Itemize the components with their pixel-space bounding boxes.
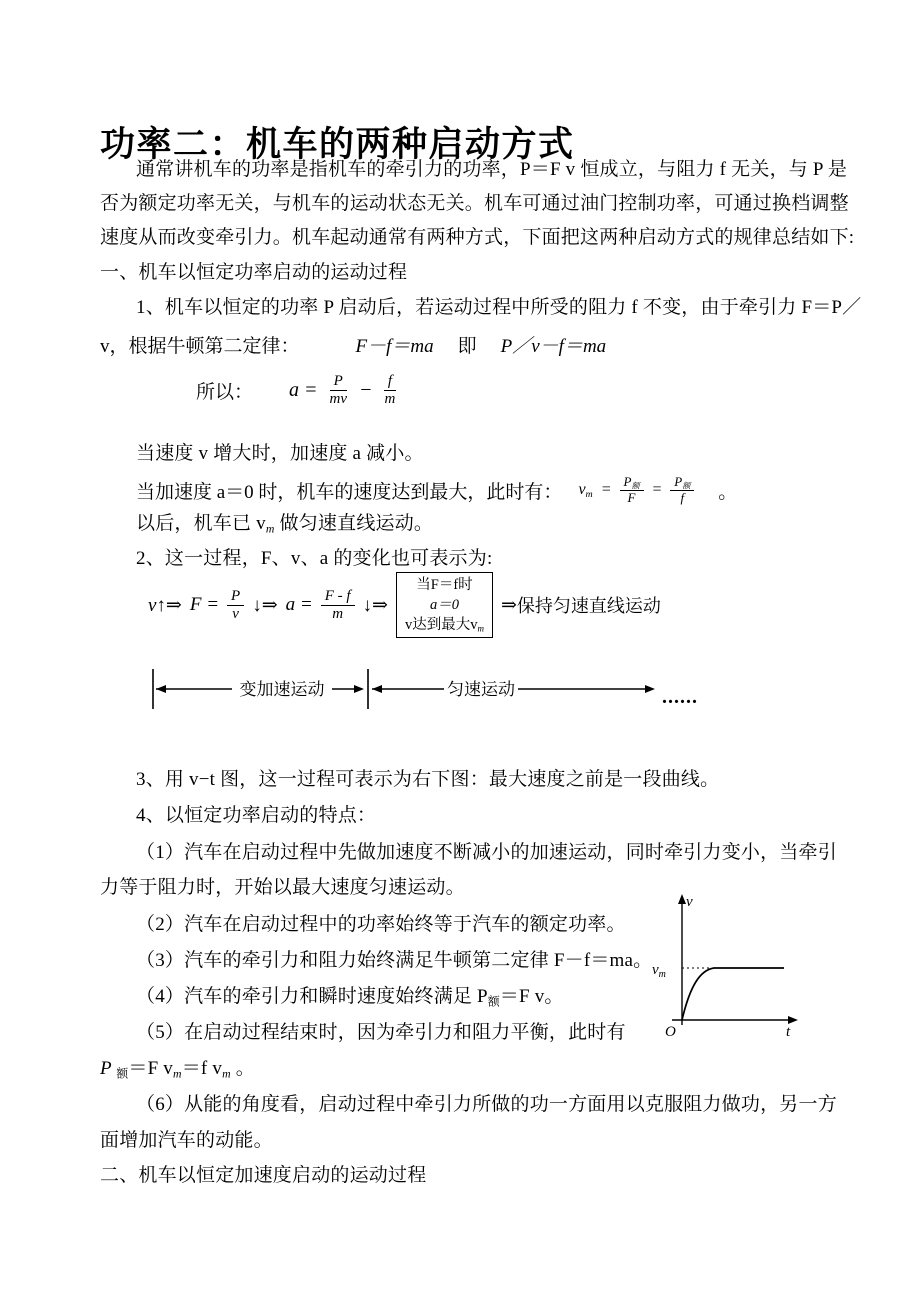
flow-v-up: v↑⇒	[148, 594, 182, 616]
fraction-denominator: mv	[329, 390, 348, 407]
fraction-numerator: F - f	[321, 588, 355, 606]
condition-line-2: a＝0	[429, 596, 459, 613]
fraction-numerator: P	[330, 373, 347, 391]
x-axis-label-t: t	[786, 1024, 791, 1040]
equals-sign: =	[651, 481, 663, 498]
feature-5-equation: P $_额$＝F $v_m=f$ $v_m$ 。	[100, 1058, 255, 1081]
vm-prefix-text: 当加速度 a＝0 时，机车的速度达到最大，此时有：	[136, 481, 563, 503]
flow-arrow-2: ↓⇒	[362, 594, 388, 616]
item-1-line-1: 1、机车以恒定的功率 P 启动后，若运动过程中所受的阻力 f 不变，由于牵引力 F＝P／	[136, 297, 862, 318]
flow-a-lhs: a =	[285, 594, 313, 615]
feature-3: （3）汽车的牵引力和阻力始终满足牛顿第二定律 F－f＝ma。	[136, 950, 653, 971]
origin-label: O	[665, 1024, 676, 1040]
vm-axis-label: $v_m$	[652, 962, 666, 980]
fraction-numerator: f	[384, 373, 396, 391]
formula-lhs: a =	[289, 378, 318, 401]
equation-connector: 即	[457, 336, 477, 357]
feature-6-line-2: 面增加汽车的动能。	[100, 1130, 273, 1151]
fraction-Ff-m	[321, 588, 355, 623]
feature-4: （4）汽车的牵引力和瞬时速度始终满足 $P_额=F$ v。	[136, 986, 564, 1009]
motion-phase-diagram	[150, 666, 670, 712]
fraction-numerator: $P_额$	[670, 475, 694, 491]
flow-result-text: 保持匀速直线运动	[516, 596, 661, 616]
fraction-denominator: F	[627, 489, 636, 505]
condition-line-3: v达到最大$v_m$	[404, 617, 484, 634]
section-2-heading: 二、机车以恒定加速度启动的运动过程	[100, 1165, 427, 1186]
fraction-f-m	[381, 373, 400, 408]
page-title: 功率二：机车的两种启动方式	[100, 125, 575, 165]
item-2-text: 2、这一过程，F、v、a 的变化也可表示为:	[136, 548, 493, 569]
flow-arrow-3: ⇒	[500, 594, 517, 616]
uniform-motion-text: 以后，机车已 $v_m$ 做匀速直线运动。	[136, 513, 434, 536]
phase-label-1: 变加速运动	[239, 680, 325, 699]
section-1-heading: 一、机车以恒定功率启动的运动过程	[100, 262, 408, 283]
feature-2: （2）汽车在启动过程中的功率始终等于汽车的额定功率。	[136, 914, 626, 935]
equals-sign: =	[600, 481, 612, 498]
max-velocity-formula-line	[136, 468, 737, 512]
process-flow-chain	[148, 572, 661, 638]
acceleration-formula	[196, 364, 399, 416]
fraction-denominator: m	[384, 390, 396, 407]
fraction-numerator: $P_额$	[620, 475, 644, 491]
fraction-denominator: m	[332, 605, 344, 622]
arrowhead-right	[354, 685, 364, 693]
equation-f-ma: F－f＝ma	[355, 336, 434, 357]
flow-arrow-1: ↓⇒	[252, 594, 278, 616]
velocity-time-graph	[648, 890, 813, 1042]
vm-symbol: $v_m$	[578, 480, 593, 500]
equation-pv-ma: P／v－f＝ma	[500, 336, 607, 357]
arrowhead-left	[156, 685, 166, 693]
condition-line-1: 当F＝f时	[416, 576, 473, 593]
y-axis-label-v: v	[686, 894, 693, 910]
intro-line-2: 否为额定功率无关，与机车的运动状态无关。机车可通过油门控制功率，可通过换档调整	[100, 193, 849, 214]
velocity-curve	[682, 968, 784, 1020]
phase-label-2: 匀速运动	[447, 680, 515, 699]
item-4-text: 4、以恒定功率启动的特点：	[136, 805, 377, 826]
feature-6-line-1: （6）从能的角度看，启动过程中牵引力所做的功一方面用以克服阻力做功，另一方	[136, 1094, 837, 1115]
feature-1-line-1: （1）汽车在启动过程中先做加速度不断减小的加速运动，同时牵引力变小，当牵引	[136, 842, 837, 863]
x-axis-arrowhead	[788, 1016, 798, 1024]
arrowhead-right	[645, 685, 655, 693]
ellipsis-dots: ......	[662, 686, 698, 708]
fraction-p-mv	[326, 373, 352, 408]
fraction-denominator: v	[232, 605, 239, 622]
fraction-denominator: f	[680, 489, 685, 505]
intro-line-1: 通常讲机车的功率是指机车的牵引力的功率，P＝F v 恒成立，与阻力 f 无关，与 P 是	[136, 159, 848, 180]
period-mark: 。	[718, 481, 738, 503]
newton-law-text: v，根据牛顿第二定律：	[100, 336, 300, 357]
velocity-increase-text: 当速度 v 增大时，加速度 a 减小。	[136, 443, 424, 464]
fraction-p-rated-F	[620, 475, 644, 506]
arrowhead-left	[372, 685, 382, 693]
fraction-p-rated-f	[670, 475, 694, 506]
minus-operator: −	[359, 378, 373, 401]
item-3-text: 3、用 v−t 图，这一过程可表示为右下图：最大速度之前是一段曲线。	[136, 769, 720, 790]
y-axis-arrowhead	[678, 894, 686, 904]
feature-1-line-2: 力等于阻力时，开始以最大速度匀速运动。	[100, 877, 465, 898]
condition-box	[396, 572, 493, 639]
fraction-numerator: P	[227, 588, 244, 606]
feature-5-line-1: （5）在启动过程结束时，因为牵引力和阻力平衡，此时有	[136, 1022, 626, 1043]
item-1-line-2	[100, 331, 606, 358]
flow-F-lhs: F =	[189, 594, 220, 615]
fraction-P-v	[227, 588, 244, 623]
intro-line-3: 速度从而改变牵引力。机车起动通常有两种方式，下面把这两种启动方式的规律总结如下:	[100, 227, 855, 248]
formula-label: 所以：	[196, 381, 254, 403]
